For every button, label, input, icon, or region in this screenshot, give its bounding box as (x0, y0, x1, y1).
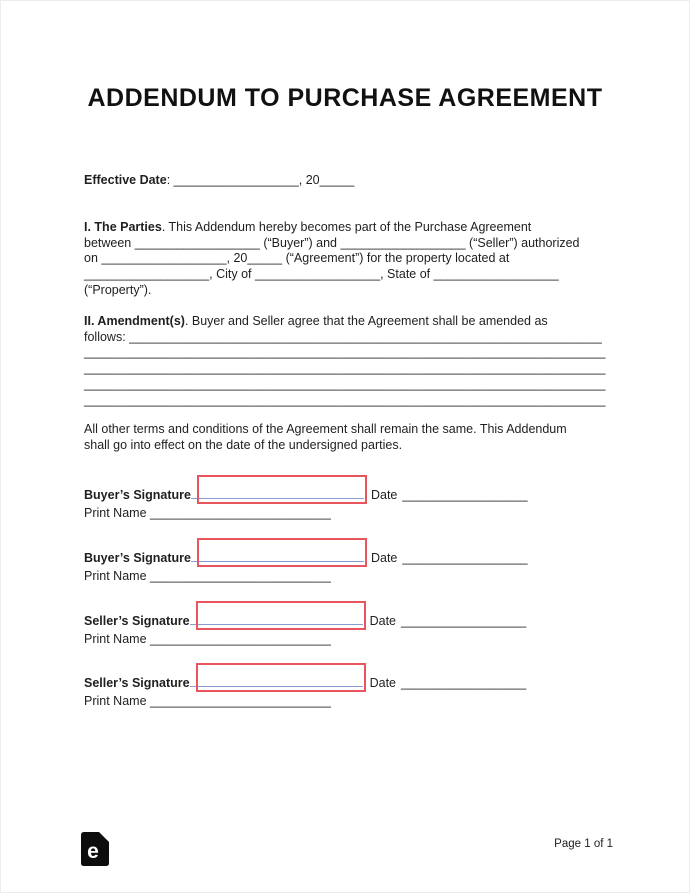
seller-signature-block-2 (84, 663, 608, 709)
seller-signature-block-1 (84, 601, 608, 647)
amendments-section (84, 314, 608, 408)
effective-date-line (84, 173, 608, 189)
print-name-row (84, 631, 608, 647)
print-name-label: Print Name (84, 632, 147, 646)
amendments-blank-line: ___________________________________________________________________________ (84, 361, 606, 376)
parties-line-1: I. The Parties. This Addendum hereby becomes part of the Purchase Agreement (84, 220, 532, 234)
print-name-blank: __________________________ (150, 694, 331, 708)
signature-area (197, 475, 367, 504)
signature-row (84, 475, 608, 504)
print-name-label: Print Name (84, 694, 147, 708)
amendments-blank-line: ___________________________________________________________________________ (84, 376, 606, 391)
signature-area (197, 538, 367, 567)
date-label: Date (369, 676, 397, 690)
closing-line-1: All other terms and conditions of the Agreement shall remain the same. This Addendum (84, 422, 567, 436)
print-name-label: Print Name (84, 506, 147, 520)
date-blank: __________________ (402, 551, 528, 565)
signature-area (196, 601, 366, 630)
page-number: Page 1 of 1 (554, 838, 613, 850)
date-label: Date (370, 488, 398, 502)
print-name-row (84, 693, 608, 709)
parties-line-5: (“Property”). (84, 282, 152, 297)
signature-row (84, 601, 608, 630)
seller-signature-field-2[interactable] (196, 663, 366, 692)
print-name-blank: __________________________ (150, 506, 331, 520)
date-label: Date (369, 614, 397, 628)
amendments-heading: II. Amendment(s) (84, 314, 185, 328)
effective-date-label: Effective Date (84, 173, 167, 187)
seller-signature-label: Seller’s Signature (84, 676, 190, 690)
parties-line-3: on __________________, 20_____ (“Agreement”) for the property located at (84, 251, 510, 266)
amendments-line-2: follows: ____________________________________________________________________ (84, 329, 602, 344)
parties-heading: I. The Parties (84, 220, 162, 234)
eforms-logo-icon (81, 832, 109, 866)
seller-signature-label: Seller’s Signature (84, 614, 190, 628)
print-name-row (84, 505, 608, 521)
buyer-signature-label: Buyer’s Signature (84, 551, 191, 565)
parties-line-2: between __________________ (“Buyer”) and __________________ (“Seller”) authorized (84, 235, 580, 250)
amendments-blank-line: ___________________________________________________________________________ (84, 392, 606, 407)
print-name-blank: __________________________ (150, 632, 331, 646)
buyer-signature-block-1 (84, 475, 608, 521)
print-name-blank: __________________________ (150, 569, 331, 583)
parties-section (84, 220, 608, 299)
date-blank: __________________ (402, 488, 528, 502)
effective-date-blank: : __________________, 20_____ (166, 173, 355, 187)
print-name-row (84, 568, 608, 584)
buyer-signature-block-2 (84, 538, 608, 584)
buyer-signature-field-1[interactable] (197, 475, 367, 504)
signature-row (84, 663, 608, 692)
date-blank: __________________ (401, 614, 527, 628)
seller-signature-field-1[interactable] (196, 601, 366, 630)
document-title: ADDENDUM TO PURCHASE AGREEMENT (87, 84, 603, 112)
signature-area (196, 663, 366, 692)
closing-line-2: shall go into effect on the date of the undersigned parties. (84, 437, 403, 452)
amendments-line-1: II. Amendment(s). Buyer and Seller agree that the Agreement shall be amended as (84, 314, 548, 328)
buyer-signature-field-2[interactable] (197, 538, 367, 567)
date-blank: __________________ (401, 676, 527, 690)
parties-line-4: __________________, City of __________________, State of __________________ (84, 267, 559, 282)
closing-paragraph (84, 422, 608, 453)
amendments-blank-line: ___________________________________________________________________________ (84, 345, 606, 360)
buyer-signature-label: Buyer’s Signature (84, 488, 191, 502)
signature-row (84, 538, 608, 567)
date-label: Date (370, 551, 398, 565)
eforms-logo-letter: e (87, 840, 99, 863)
print-name-label: Print Name (84, 569, 147, 583)
